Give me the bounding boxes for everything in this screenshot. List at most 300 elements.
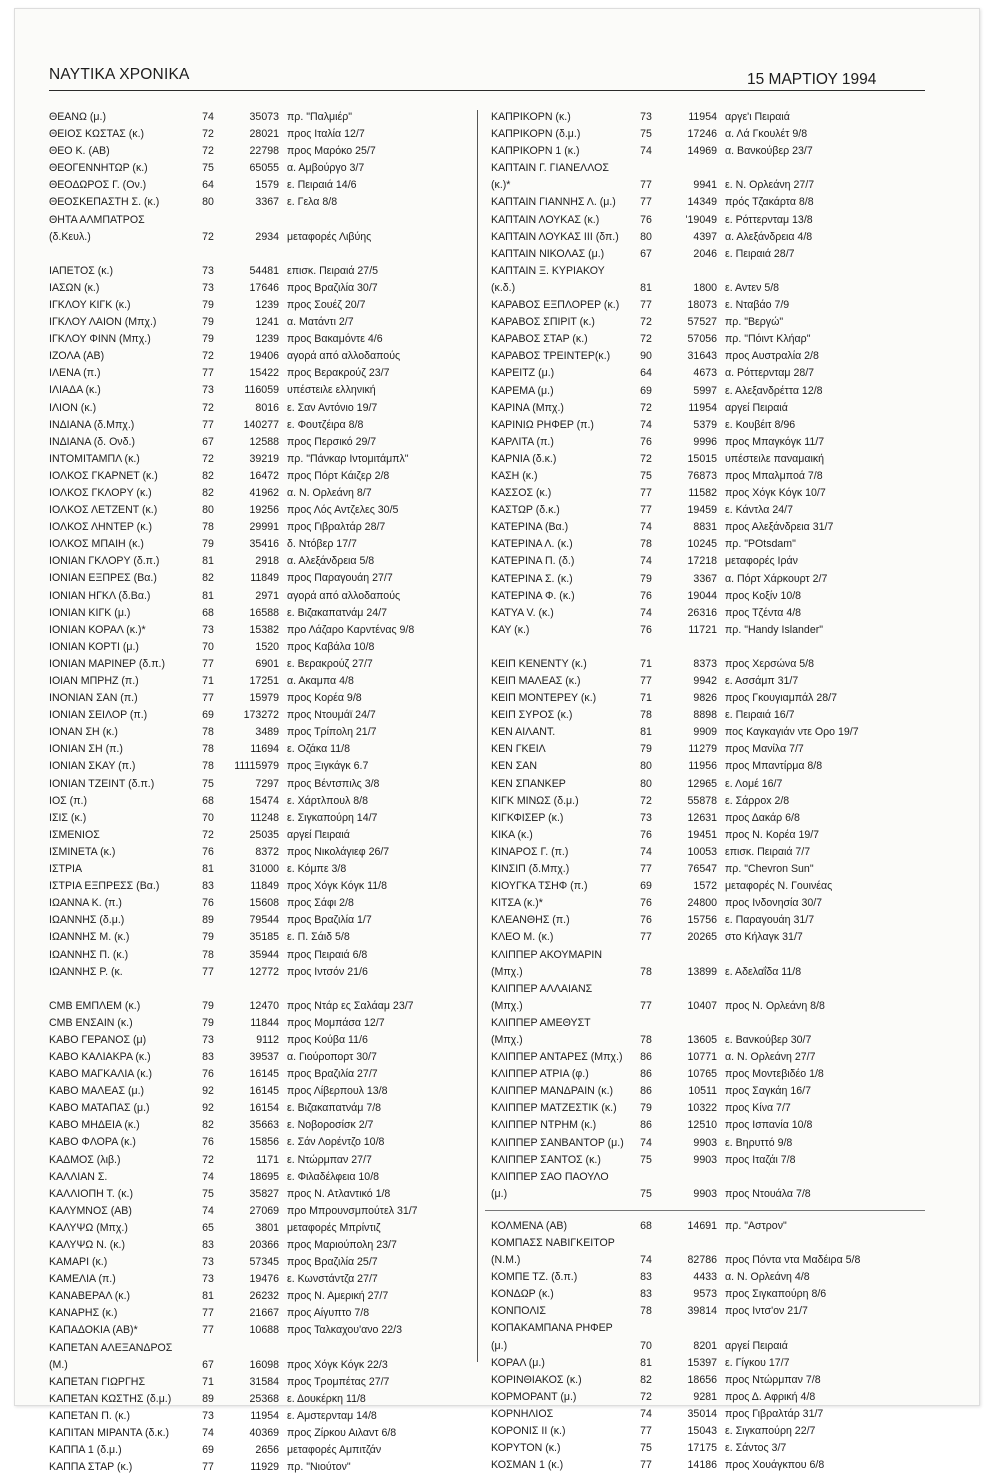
destination: προς Πειραιά 6/8 xyxy=(287,948,368,961)
tonnage: 10407 xyxy=(687,999,717,1012)
build-year: 78 xyxy=(640,538,652,551)
destination: επισκ. Πειραιά 7/7 xyxy=(725,845,811,858)
vessel-name: ΚΑΛΛΙΟΠΗ Τ. (κ.) xyxy=(49,1187,134,1200)
vessel-row xyxy=(49,1305,469,1322)
destination: προς Βερακρούζ 23/7 xyxy=(287,367,390,380)
tonnage: 19044 xyxy=(687,589,717,602)
build-year: 77 xyxy=(640,999,652,1012)
destination: ε. Κωνστάντζα 27/7 xyxy=(287,1273,378,1286)
build-year: 75 xyxy=(640,1153,652,1166)
tonnage: 1800 xyxy=(693,281,717,294)
vessel-name: ΚΟΡΥΤΟΝ (κ.) xyxy=(491,1442,561,1455)
tonnage: 12965 xyxy=(687,777,717,790)
vessel-name: ΚΛΙΠΠΕΡ ΑΤΡΙΑ (φ.) xyxy=(491,1068,589,1081)
vessel-name-line1: ΚΛΙΠΠΕΡ ΑΛΛΑΙΑΝΣ xyxy=(491,982,593,995)
destination: α. Ν. Ορλεάνη 8/7 xyxy=(287,486,372,499)
build-year: 77 xyxy=(202,367,214,380)
vessel-row xyxy=(485,1049,925,1066)
destination: ε. Αλεξανδρέττα 12/8 xyxy=(725,384,823,397)
tonnage: 14349 xyxy=(687,196,717,209)
tonnage: 35416 xyxy=(249,538,279,551)
destination: προς Μανίλα 7/7 xyxy=(725,743,804,756)
tonnage: 16145 xyxy=(249,1085,279,1098)
tonnage: 3801 xyxy=(255,1221,279,1234)
vessel-name: ΙΟΛΚΟΣ ΛΕΤΖΕΝΤ (κ.) xyxy=(49,504,158,517)
vessel-name: ΚΑΠΡΙΚΟΡΝ (κ.) xyxy=(491,111,571,123)
tonnage: 13605 xyxy=(687,1033,717,1046)
destination: προς Ντουάλα 7/8 xyxy=(725,1187,811,1200)
vessel-name: ΚΑΣΣΟΣ (κ.) xyxy=(491,487,552,500)
destination: υπέστειλε ελληνική xyxy=(287,384,376,397)
destination: προς Ισπανία 10/8 xyxy=(725,1119,813,1132)
build-year: 77 xyxy=(640,931,652,944)
vessel-name xyxy=(491,1169,651,1203)
build-year: 81 xyxy=(202,589,214,602)
vessel-row xyxy=(49,1288,469,1305)
vessel-name: ΚΑΡΕΜΑ (μ.) xyxy=(491,384,554,397)
destination: ε. Δουκέρκη 11/8 xyxy=(287,1392,366,1405)
vessel-row xyxy=(49,895,469,912)
tonnage: 27069 xyxy=(249,1204,279,1217)
build-year: 70 xyxy=(640,1339,652,1352)
vessel-row xyxy=(485,1269,925,1286)
build-year: 83 xyxy=(202,1050,214,1063)
vessel-row xyxy=(49,143,469,160)
build-year: 74 xyxy=(202,111,214,123)
vessel-row xyxy=(49,1186,469,1203)
vessel-name: ΙΩΑΝΝΗΣ Π. (κ.) xyxy=(49,948,129,961)
tonnage: 9903 xyxy=(693,1187,717,1200)
vessel-name xyxy=(49,1340,199,1374)
build-year: 74 xyxy=(640,845,652,858)
vessel-name: ΚΑΠΕΤΑΝ ΚΩΣΤΗΣ (δ.μ.) xyxy=(49,1392,172,1405)
destination: αργεί Πειραιά xyxy=(725,401,788,414)
destination: ε. Νταβάο 7/9 xyxy=(725,299,790,312)
tonnage: 14691 xyxy=(687,1219,717,1232)
vessel-name: ΙΟΝΙΑΝ ΣΚΑΥ (π.) xyxy=(49,760,136,773)
destination: προς Ν. Κορέα 19/7 xyxy=(725,828,820,841)
destination: προς Ν. Αμερική 27/7 xyxy=(287,1290,389,1303)
vessel-name: ΙΣΜΕΝΙΟΣ xyxy=(49,828,100,841)
tonnage: 9903 xyxy=(693,1136,717,1149)
tonnage: 1579 xyxy=(255,179,279,192)
vessel-name: ΚΙΟΥΓΚΑ ΤΣΗΦ (π.) xyxy=(491,880,588,893)
build-year: 70 xyxy=(202,811,214,824)
vessel-name: ΚΟΝΠΟΛΙΣ xyxy=(491,1305,546,1318)
tonnage: 12631 xyxy=(687,811,717,824)
vessel-row xyxy=(485,1423,925,1440)
build-year: 76 xyxy=(640,589,652,602)
destination: δ. Ντόβερ 17/7 xyxy=(287,538,357,551)
tonnage: 16154 xyxy=(249,1102,279,1115)
build-year: 78 xyxy=(202,760,214,773)
vessel-row xyxy=(485,1440,925,1457)
destination: α. Αμβούργο 3/7 xyxy=(287,162,365,175)
vessel-name: ΙΟΛΚΟΣ ΜΠΑΙΗ (κ.) xyxy=(49,538,144,551)
vessel-row xyxy=(485,947,925,981)
tonnage: 11694 xyxy=(250,743,279,756)
build-year: 74 xyxy=(202,1204,214,1217)
tonnage: 11279 xyxy=(688,743,717,756)
vessel-row xyxy=(49,177,469,194)
build-year: 74 xyxy=(640,418,652,431)
vessel-row xyxy=(485,810,925,827)
vessel-name xyxy=(491,160,651,194)
vessel-row xyxy=(485,519,925,536)
vessel-name: ΙΝΔΙΑΝΑ (δ.Μπχ.) xyxy=(49,418,135,431)
build-year: 74 xyxy=(640,1407,652,1420)
vessel-row xyxy=(485,126,925,143)
vessel-name: ΚΟΡΝΗΛΙΟΣ xyxy=(491,1407,554,1420)
vessel-row xyxy=(485,912,925,929)
vessel-name: ΙΛΙΑΔΑ (κ.) xyxy=(49,384,101,397)
vessel-name: ΙΟΝΙΑΝ ΓΚΛΟΡΥ (δ.π.) xyxy=(49,555,160,568)
destination: ε. Πειραιά 14/6 xyxy=(287,179,357,192)
build-year: 78 xyxy=(202,948,214,961)
build-year: 80 xyxy=(202,504,214,517)
tonnage: 20366 xyxy=(249,1239,279,1251)
vessel-name: ΚΑΒΟ ΜΗΔΕΙΑ (κ.) xyxy=(49,1119,140,1132)
build-year: 81 xyxy=(202,555,214,568)
build-year: 76 xyxy=(640,623,652,636)
vessel-name-line2: (Μ.) xyxy=(49,1358,68,1371)
build-year: 77 xyxy=(640,179,652,192)
tonnage: 7297 xyxy=(255,777,279,790)
vessel-row xyxy=(49,1049,469,1066)
destination: προς Ξιγκάγκ 6.7 xyxy=(287,760,369,773)
destination: προς Βραζιλία 27/7 xyxy=(287,1068,378,1081)
vessel-row xyxy=(485,536,925,553)
destination: προς Μπαντίρμα 8/8 xyxy=(725,760,823,773)
destination: προς Πόντα ντα Μαδέιρα 5/8 xyxy=(725,1254,861,1267)
vessel-row xyxy=(49,758,469,775)
vessel-row xyxy=(49,126,469,143)
destination: προς Χόγκ Κόγκ 10/7 xyxy=(725,487,826,500)
build-year: 79 xyxy=(640,743,652,756)
destination: ε. Αμστερνταμ 14/8 xyxy=(287,1409,377,1422)
vessel-row xyxy=(49,502,469,519)
destination: ε. Σιγκαπούρη 14/7 xyxy=(287,811,378,824)
tonnage: 1239 xyxy=(255,333,279,346)
build-year: 86 xyxy=(640,1085,652,1098)
vessel-row xyxy=(49,639,469,656)
destination: ε. Νοβοροσίσκ 2/7 xyxy=(287,1119,374,1132)
destination: προς Καβάλα 10/8 xyxy=(287,640,375,653)
build-year: 75 xyxy=(202,777,214,790)
destination: πρ. "Βεργώ" xyxy=(725,316,784,329)
vessel-name-line2: (δ.Κευλ.) xyxy=(49,230,91,243)
build-year: 83 xyxy=(202,1239,214,1251)
vessel-row xyxy=(485,1286,925,1303)
vessel-name: ΚΛΙΠΠΕΡ ΑΝΤΑΡΕΣ (Μπχ.) xyxy=(491,1051,623,1064)
build-year: 74 xyxy=(640,1136,652,1149)
vessel-row xyxy=(49,382,469,399)
destination: προς Λίβερπουλ 13/8 xyxy=(287,1085,388,1098)
build-year: 77 xyxy=(202,965,214,978)
tonnage: 12588 xyxy=(249,435,279,448)
tonnage: 11115979 xyxy=(234,760,279,773)
destination: πρ. "Πόιντ Κλήαρ" xyxy=(725,333,811,346)
vessel-name: ΙΛΕΝΑ (π.) xyxy=(49,367,101,380)
vessel-name: ΚΕΝ ΣΠΑΝΚΕΡ xyxy=(491,777,566,790)
tonnage: '19049 xyxy=(685,213,717,226)
vessel-row xyxy=(49,998,469,1015)
build-year: 81 xyxy=(640,281,652,294)
issue-date: 15 ΜΑΡΤΙΟΥ 1994 xyxy=(747,71,877,88)
vessel-name: ΙΝΔΙΑΝΑ (δ. Ονδ.) xyxy=(49,435,135,448)
vessel-name: ΚΑΠΠΑ ΣΤΑΡ (κ.) xyxy=(49,1461,133,1474)
vessel-name: ΙΟΝΙΑΝ ΚΙΓΚ (μ.) xyxy=(49,606,131,619)
vessel-row xyxy=(485,451,925,468)
vessel-name: ΚΑΒΟ ΜΑΛΕΑΣ (μ.) xyxy=(49,1085,145,1098)
destination: προς Μοντεβιδέο 1/8 xyxy=(725,1068,824,1081)
vessel-name: ΚΛΙΠΠΕΡ ΝΤΡΗΜ (κ.) xyxy=(491,1119,597,1132)
build-year: 75 xyxy=(202,1187,214,1200)
vessel-name: ΙΟΝΙΑΝ ΗΓΚΛ (δ.Βα.) xyxy=(49,589,151,602)
destination: μεταφορές Αμπιτζάν xyxy=(287,1444,382,1457)
vessel-name: ΙΩΑΝΝΗΣ Μ. (κ.) xyxy=(49,931,130,944)
destination: προς Δακάρ 6/8 xyxy=(725,811,800,824)
vessel-row xyxy=(485,1355,925,1372)
tonnage: 1241 xyxy=(255,316,279,329)
vessel-name: ΚΑΠΑΔΟΚΙΑ (ΑΒ)* xyxy=(49,1324,138,1337)
vessel-row xyxy=(485,929,925,946)
build-year: 86 xyxy=(640,1119,652,1132)
vessel-row xyxy=(49,1066,469,1083)
destination: ε. Φιλαδέλφεια 10/8 xyxy=(287,1170,380,1183)
vessel-name: ΚΑΔΜΟΣ (λιβ.) xyxy=(49,1153,121,1166)
vessel-name-line1: ΚΛΙΠΠΕΡ ΣΑΟ ΠΑΟΥΛΟ xyxy=(491,1170,609,1183)
vessel-name: ΚΑΡΑΒΟΣ ΣΤΑΡ (κ.) xyxy=(491,333,588,346)
vessel-name: ΚΛΙΠΠΕΡ ΣΑΝΒΑΝΤΟΡ (μ.) xyxy=(491,1136,624,1149)
vessel-name: ΚΟΜΠΕ ΤΖ. (δ.π.) xyxy=(491,1271,578,1284)
tonnage: 8201 xyxy=(693,1339,717,1352)
build-year: 80 xyxy=(640,230,652,243)
newspaper-page xyxy=(14,8,980,1474)
vessel-name: ΚΑΤΕΡΙΝΑ Π. (δ.) xyxy=(491,555,575,568)
vessel-row xyxy=(485,331,925,348)
vessel-name: ΚΑΤΕΡΙΝΑ (Βα.) xyxy=(491,521,569,534)
vessel-name: ΚΑΜΕΛΙΑ (π.) xyxy=(49,1273,116,1286)
tonnage: 1572 xyxy=(693,880,717,893)
destination: πρ. "Νιούτον" xyxy=(287,1461,351,1474)
vessel-row xyxy=(49,673,469,690)
tonnage: 10053 xyxy=(687,845,717,858)
build-year: 78 xyxy=(202,726,214,739)
destination: α. Γιούροπορτ 30/7 xyxy=(287,1050,377,1063)
destination: ε. Οζάκα 11/8 xyxy=(287,743,351,756)
tonnage: 11849 xyxy=(250,880,279,893)
build-year: 80 xyxy=(640,760,652,773)
build-year: 86 xyxy=(640,1051,652,1064)
vessel-name: ΚΑΡΛΙΤΑ (π.) xyxy=(491,435,554,448)
tonnage: 35944 xyxy=(249,948,279,961)
vessel-row xyxy=(485,246,925,263)
destination: προς Περσικό 29/7 xyxy=(287,435,377,448)
vessel-row xyxy=(485,707,925,724)
tonnage: 2656 xyxy=(255,1444,279,1457)
destination: πρ. "Αστρον" xyxy=(725,1219,787,1232)
destination: προς Ιταλία 12/7 xyxy=(287,128,365,141)
vessel-name xyxy=(491,1015,651,1049)
vessel-row xyxy=(485,656,925,673)
tonnage: 12772 xyxy=(249,965,279,978)
destination: προς Βέντσπιλς 3/8 xyxy=(287,777,380,790)
destination: πρ. "POtsdam" xyxy=(725,538,796,551)
build-year: 72 xyxy=(640,1390,652,1403)
tonnage: 31000 xyxy=(249,863,279,876)
build-year: 64 xyxy=(202,179,214,192)
destination: προς Κοξίν 10/8 xyxy=(725,589,802,602)
vessel-name: ΙΛΙΟΝ (κ.) xyxy=(49,401,97,414)
tonnage: 5379 xyxy=(693,418,717,431)
destination: μεταφορές Λιβύης xyxy=(287,230,372,243)
vessel-name: ΙΟΛΚΟΣ ΓΚΛΟΡΥ (κ.) xyxy=(49,486,152,499)
build-year: 82 xyxy=(202,1119,214,1132)
vessel-row xyxy=(485,400,925,417)
vessel-row xyxy=(49,1408,469,1425)
destination: υπέστειλε παναμαική xyxy=(725,452,825,465)
vessel-row xyxy=(49,1083,469,1100)
left-column xyxy=(49,109,469,1476)
tonnage: 41962 xyxy=(249,486,279,499)
tonnage: 9909 xyxy=(693,726,717,739)
vessel-row xyxy=(49,1203,469,1220)
build-year: 78 xyxy=(202,521,214,534)
destination: προς Γιβραλτάρ 31/7 xyxy=(725,1407,824,1420)
destination: ε. Αδελαΐδα 11/8 xyxy=(725,965,802,978)
vessel-row xyxy=(485,160,925,194)
vessel-row xyxy=(49,331,469,348)
build-year: 77 xyxy=(202,1324,214,1337)
vessel-name: ΙΓΚΛΟΥ ΚΙΓΚ (κ.) xyxy=(49,298,131,311)
vessel-name: ΙΟΝΙΑΝ ΣΕΙΛΟΡ (π.) xyxy=(49,709,148,722)
build-year: 81 xyxy=(202,863,214,876)
build-year: 77 xyxy=(202,1307,214,1320)
tonnage: 15043 xyxy=(687,1425,717,1438)
build-year: 64 xyxy=(640,367,652,380)
tonnage: 8831 xyxy=(693,521,717,534)
vessel-row xyxy=(49,588,469,605)
vessel-row xyxy=(485,109,925,126)
destination: προς Χόγκ Κόγκ 22/3 xyxy=(287,1358,388,1371)
vessel-name: ΚΟΡΑΛ (μ.) xyxy=(491,1356,545,1369)
build-year: 72 xyxy=(640,316,652,329)
tonnage: 24800 xyxy=(687,897,717,910)
tonnage: 20265 xyxy=(687,931,717,944)
vessel-name-line1: ΚΑΠΤΑΙΝ Γ. ΓΙΑΝΕΛΛΟΣ xyxy=(491,162,609,175)
vessel-name: ΙΩΑΝΝΗΣ (δ.μ.) xyxy=(49,914,125,927)
vessel-name: ΚΟΡΟΝΙΣ ΙΙ (κ.) xyxy=(491,1425,566,1438)
vessel-name: ΙΑΠΕΤΟΣ (κ.) xyxy=(49,264,114,277)
vessel-row xyxy=(49,365,469,382)
build-year: 77 xyxy=(640,299,652,312)
vessel-name-line1: ΚΛΙΠΠΕΡ ΑΜΕΘΥΣΤ xyxy=(491,1016,591,1029)
tonnage: 8373 xyxy=(693,657,717,670)
destination: προς Κούβα 11/6 xyxy=(287,1033,368,1046)
destination: προς Μαρόκο 25/7 xyxy=(287,145,376,158)
vessel-row xyxy=(485,383,925,400)
build-year: 70 xyxy=(202,640,214,653)
vessel-name: ΚΑΤΕΡΙΝΑ Σ. (κ.) xyxy=(491,572,573,585)
vessel-name: CMB ΕΝΣΑΙΝ (κ.) xyxy=(49,1016,133,1029)
vessel-name: ΚΑΒΟ ΦΛΟΡΑ (κ.) xyxy=(49,1136,136,1149)
vessel-name: ΚΟΣΜΑΝ 1 (κ.) xyxy=(491,1459,564,1472)
destination: προς Βραζιλία 30/7 xyxy=(287,281,378,294)
build-year: 72 xyxy=(202,230,214,243)
tonnage: 76547 xyxy=(687,863,717,876)
tonnage: 16588 xyxy=(249,606,279,619)
tonnage: 57056 xyxy=(687,333,717,346)
vessel-row xyxy=(49,741,469,758)
destination: προς Αυστραλία 2/8 xyxy=(725,350,819,363)
build-year: 77 xyxy=(202,657,214,670)
vessel-row xyxy=(485,844,925,861)
tonnage: 18073 xyxy=(687,299,717,312)
build-year: 73 xyxy=(202,1273,214,1286)
build-year: 74 xyxy=(202,1427,214,1440)
vessel-row xyxy=(485,263,925,297)
build-year: 73 xyxy=(640,811,652,824)
vessel-name: ΙΟΛΚΟΣ ΛΗΝΤΕΡ (κ.) xyxy=(49,521,152,534)
tonnage: 39219 xyxy=(249,452,279,465)
build-year: 73 xyxy=(202,1033,214,1046)
tonnage: 54481 xyxy=(249,264,279,277)
destination: ε. Κάντλα 24/7 xyxy=(725,504,793,517)
destination: ε. Σάντος 3/7 xyxy=(725,1442,787,1455)
tonnage: 9281 xyxy=(693,1390,717,1403)
vessel-name: ΚΕΝ ΣΑΝ xyxy=(491,760,537,773)
vessel-row xyxy=(485,143,925,160)
destination: ε. Λομέ 16/7 xyxy=(725,777,783,790)
vessel-row xyxy=(49,1152,469,1169)
tonnage: 35663 xyxy=(249,1119,279,1132)
destination: ε. Βερακρούζ 27/7 xyxy=(287,657,373,670)
tonnage: 15422 xyxy=(249,367,279,380)
vessel-name: ΚΕΙΠ ΣΥΡΟΣ (κ.) xyxy=(491,709,573,722)
build-year: 75 xyxy=(640,1187,652,1200)
vessel-name: ΚΑΠΡΙΚΟΡΝ 1 (κ.) xyxy=(491,145,580,158)
vessel-row xyxy=(485,468,925,485)
destination: προς Χόγκ Κόγκ 11/8 xyxy=(287,880,387,893)
destination: αργεί Πειραιά xyxy=(725,1339,788,1352)
tonnage: 1239 xyxy=(255,298,279,311)
vessel-name: ΚΑΤΕΡΙΝΑ Λ. (κ.) xyxy=(491,538,573,551)
build-year: 77 xyxy=(202,692,214,705)
vessel-row xyxy=(485,673,925,690)
vessel-name: ΚΙΝΣΙΠ (δ.Μπχ.) xyxy=(491,863,570,876)
vessel-name xyxy=(491,1235,651,1269)
destination: α. Ρόττερνταμ 28/7 xyxy=(725,367,815,380)
build-year: 73 xyxy=(202,1409,214,1422)
tonnage: 17218 xyxy=(687,555,717,568)
destination: ε. Φουτζέιρα 8/8 xyxy=(287,418,364,431)
vessel-name: ΙΑΣΩΝ (κ.) xyxy=(49,281,100,294)
build-year: 81 xyxy=(640,1356,652,1369)
vessel-row xyxy=(49,263,469,280)
build-year: 86 xyxy=(640,1068,652,1081)
tonnage: 3367 xyxy=(693,572,717,585)
vessel-row xyxy=(485,1406,925,1423)
destination: προς Βραζιλία 25/7 xyxy=(287,1256,378,1269)
tonnage: 15979 xyxy=(249,692,279,705)
build-year: 69 xyxy=(202,709,214,722)
vessel-name: ΚΑΠΡΙΚΟΡΝ (δ.μ.) xyxy=(491,128,581,141)
destination: προς Ντάρ ες Σαλάαμ 23/7 xyxy=(287,999,414,1012)
vessel-row xyxy=(49,1169,469,1186)
vessel-name: ΙΓΚΛΟΥ ΦΙΝΝ (Μπχ.) xyxy=(49,333,151,346)
destination: προς Τρομπέτας 27/7 xyxy=(287,1375,390,1388)
